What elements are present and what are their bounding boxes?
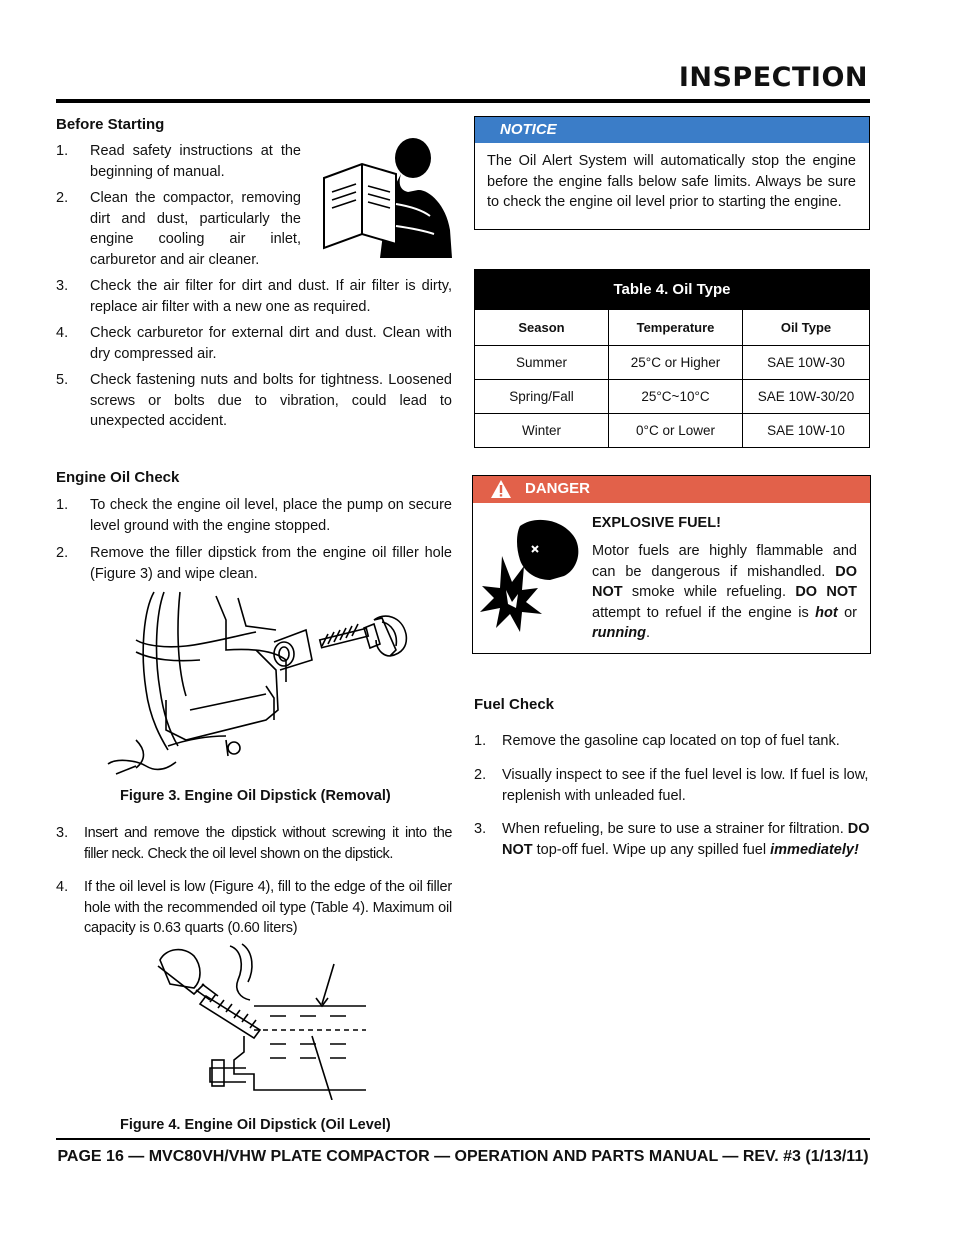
header-rule — [56, 99, 870, 103]
table-cell: Summer — [475, 346, 609, 380]
figure3-caption: Figure 3. Engine Oil Dipstick (Removal) — [120, 788, 391, 804]
item-number: 3. — [56, 825, 69, 841]
item-text: Insert and remove the dipstick without screwing it into the filler neck. Check the oil level shown on the dipstick. — [84, 825, 452, 862]
table-cell: SAE 10W-10 — [743, 414, 870, 448]
item-number: 3. — [56, 278, 69, 294]
dipstick-removal-figure — [106, 590, 410, 780]
table-header-row — [475, 310, 870, 346]
item-text: Check fastening nuts and bolts for tightness. Loosened screws or bolts due to vibration, could lead to unexpected accident. — [90, 372, 452, 429]
danger-label: DANGER — [525, 480, 591, 497]
oil-type-table — [474, 269, 870, 448]
item-number: 2. — [56, 545, 69, 561]
notice-label: NOTICE — [500, 121, 557, 138]
explosive-fuel-icon — [476, 516, 582, 636]
item-number: 4. — [56, 879, 69, 895]
item-number: 1. — [56, 497, 69, 513]
column-header: Temperature — [609, 310, 743, 346]
item-text: Check carburetor for external dirt and dust. Clean with dry compressed air. — [90, 325, 452, 362]
table-cell: SAE 10W-30 — [743, 346, 870, 380]
table-cell: Spring/Fall — [475, 380, 609, 414]
item-text: If the oil level is low (Figure 4), fill to the edge of the oil filler hole with the recommended oil type (Table 4). Maximum oil capacity is 0.63 quarts (0.60 liters) — [84, 879, 452, 936]
table-row — [475, 380, 870, 414]
table-row — [475, 346, 870, 380]
item-text: Check the air filter for dirt and dust. If air filter is dirty, replace air filter with a new one as required. — [90, 278, 452, 315]
danger-text: Motor fuels are highly flammable and can be dangerous if mishandled. DO NOT smoke while refueling. DO NOT attempt to refuel if the engine is hot or running. — [592, 543, 858, 641]
item-text: When refueling, be sure to use a strainer for filtration. DO NOT top-off fuel. Wipe up any spilled fuel immediately! — [502, 821, 870, 858]
item-number: 1. — [56, 143, 69, 159]
item-number: 2. — [56, 190, 69, 206]
column-header: Oil Type — [743, 310, 870, 346]
item-text: Clean the compactor, removing dirt and dust, particularly the engine cooling air inlet, carburetor and air cleaner. — [90, 190, 301, 268]
engine-oil-check-heading: Engine Oil Check — [56, 469, 180, 486]
fuel-check-heading: Fuel Check — [474, 696, 555, 713]
page-footer: PAGE 16 — MVC80VH/VHW PLATE COMPACTOR — OPERATION AND PARTS MANUAL — REV. #3 (1/13/11) — [57, 1148, 869, 1165]
table-cell: SAE 10W-30/20 — [743, 380, 870, 414]
footer-rule — [56, 1138, 870, 1140]
read-manual-icon — [318, 134, 454, 260]
item-number: 4. — [56, 325, 69, 341]
warning-triangle-icon — [490, 479, 512, 499]
item-text: Remove the filler dipstick from the engine oil filler hole (Figure 3) and wipe clean. — [90, 545, 452, 582]
item-text: Visually inspect to see if the fuel level is low. If fuel is low, replenish with unleaded fuel. — [502, 767, 869, 804]
item-number: 5. — [56, 372, 69, 388]
item-text: Remove the gasoline cap located on top of fuel tank. — [502, 733, 840, 749]
table-row — [475, 414, 870, 448]
table-title: Table 4. Oil Type — [475, 270, 870, 310]
column-header: Season — [475, 310, 609, 346]
before-starting-heading: Before Starting — [56, 116, 165, 133]
item-number: 1. — [474, 733, 487, 749]
notice-text: The Oil Alert System will automatically stop the engine before the engine falls below safe limits. Always be sure to check the engine oil level prior to starting the engine. — [487, 153, 856, 210]
item-text: Read safety instructions at the beginning of manual. — [90, 143, 301, 180]
table-cell: Winter — [475, 414, 609, 448]
table-cell: 25°C~10°C — [609, 380, 743, 414]
dipstick-oil-level-figure — [150, 940, 370, 1100]
item-number: 2. — [474, 767, 487, 783]
item-number: 3. — [474, 821, 487, 837]
table-cell: 0°C or Lower — [609, 414, 743, 448]
page-title: INSPECTION — [678, 62, 868, 93]
table-cell: 25°C or Higher — [609, 346, 743, 380]
item-text: To check the engine oil level, place the pump on secure level ground with the engine stopped. — [90, 497, 452, 534]
danger-heading: EXPLOSIVE FUEL! — [592, 515, 721, 531]
figure4-caption: Figure 4. Engine Oil Dipstick (Oil Level) — [120, 1117, 391, 1133]
